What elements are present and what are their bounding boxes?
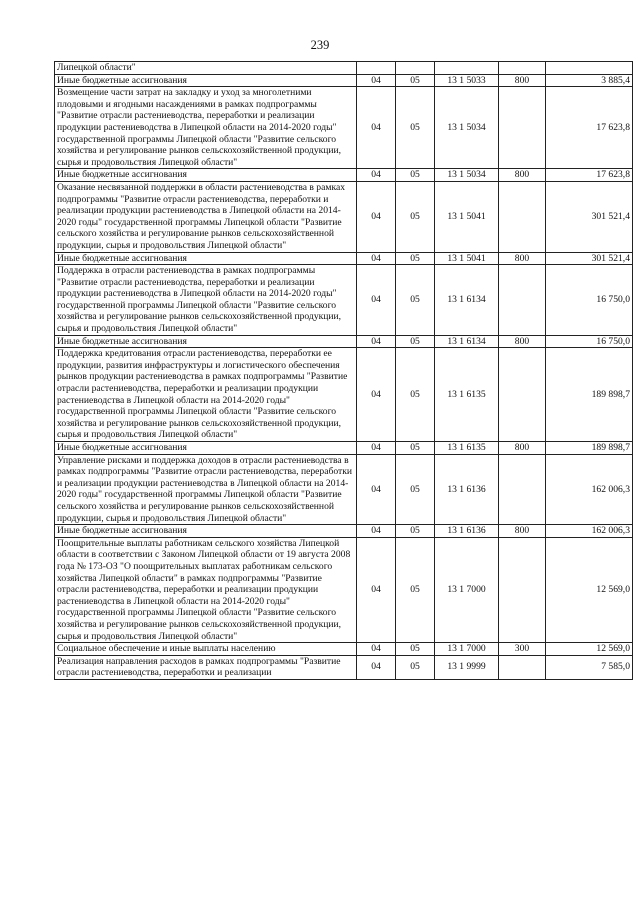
- item-name-cell: Иные бюджетные ассигнования: [55, 442, 357, 455]
- section-code-cell: 04: [357, 265, 396, 336]
- table-row: [55, 655, 633, 679]
- subsection-code-cell: 05: [396, 181, 435, 252]
- item-name-cell: Управление рисками и поддержка доходов в отрасли растениеводства в рамках подпрограммы "Развитие отрасли растениеводства, переработки и реализации продукции растениеводства в Липецкой области на 2014-2020 годы" государственной программы Липецкой области "Развитие сельского хозяйства и регулирование рынков сельскохозяйственной продукции, сырья и продовольствия Липецкой области": [55, 454, 357, 525]
- section-code-cell: 04: [357, 348, 396, 442]
- target-article-cell: 13 1 7000: [435, 537, 499, 642]
- table-row: [55, 252, 633, 265]
- section-code-cell: 04: [357, 74, 396, 87]
- item-name-cell: Иные бюджетные ассигнования: [55, 252, 357, 265]
- target-article-cell: 13 1 5041: [435, 252, 499, 265]
- amount-cell: 12 569,0: [546, 537, 633, 642]
- section-code-cell: 04: [357, 643, 396, 656]
- expense-type-cell: [499, 655, 546, 679]
- subsection-code-cell: 05: [396, 252, 435, 265]
- table-row: [55, 74, 633, 87]
- target-article-cell: 13 1 6134: [435, 265, 499, 336]
- amount-cell: 16 750,0: [546, 265, 633, 336]
- amount-cell: 301 521,4: [546, 252, 633, 265]
- subsection-code-cell: 05: [396, 442, 435, 455]
- amount-cell: 16 750,0: [546, 335, 633, 348]
- expense-type-cell: 800: [499, 169, 546, 182]
- budget-table: [54, 61, 633, 680]
- section-code-cell: 04: [357, 525, 396, 538]
- section-code-cell: 04: [357, 655, 396, 679]
- target-article-cell: 13 1 5034: [435, 87, 499, 169]
- amount-cell: 17 623,8: [546, 169, 633, 182]
- table-row: [55, 62, 633, 75]
- item-name-cell: Иные бюджетные ассигнования: [55, 525, 357, 538]
- item-name-cell: Поддержка в отрасли растениеводства в рамках подпрограммы "Развитие отрасли растениеводства, переработки и реализации продукции растениеводства в Липецкой области на 2014-2020 годы" государственной программы Липецкой области "Развитие сельского хозяйства и регулирование рынков сельскохозяйственной продукции, сырья и продовольствия Липецкой области": [55, 265, 357, 336]
- amount-cell: 189 898,7: [546, 442, 633, 455]
- target-article-cell: 13 1 5034: [435, 169, 499, 182]
- amount-cell: 7 585,0: [546, 655, 633, 679]
- expense-type-cell: [499, 181, 546, 252]
- target-article-cell: 13 1 6136: [435, 454, 499, 525]
- expense-type-cell: [499, 454, 546, 525]
- section-code-cell: 04: [357, 454, 396, 525]
- table-row: [55, 265, 633, 336]
- amount-cell: 162 006,3: [546, 454, 633, 525]
- item-name-cell: Реализация направления расходов в рамках подпрограммы "Развитие отрасли растениеводства, переработки и реализации: [55, 655, 357, 679]
- subsection-code-cell: 05: [396, 335, 435, 348]
- amount-cell: 3 885,4: [546, 74, 633, 87]
- subsection-code-cell: 05: [396, 169, 435, 182]
- budget-table-body: [55, 62, 633, 680]
- table-row: [55, 87, 633, 169]
- amount-cell: 162 006,3: [546, 525, 633, 538]
- page-number: 239: [310, 38, 330, 52]
- item-name-cell: Поддержка кредитования отрасли растениеводства, переработки ее продукции, развития инфраструктуры и логистического обеспечения рынков продукции растениеводства в рамках подпрограммы "Развитие отрасли растениеводства, переработки и реализации продукции растениеводства в Липецкой области на 2014-2020 годы" государственной программы Липецкой области "Развитие сельского хозяйства и регулирование рынков сельскохозяйственной продукции, сырья и продовольствия Липецкой области": [55, 348, 357, 442]
- target-article-cell: 13 1 6136: [435, 525, 499, 538]
- target-article-cell: 13 1 5041: [435, 181, 499, 252]
- target-article-cell: 13 1 6134: [435, 335, 499, 348]
- table-row: [55, 335, 633, 348]
- table-row: [55, 643, 633, 656]
- subsection-code-cell: 05: [396, 525, 435, 538]
- item-name-cell: Иные бюджетные ассигнования: [55, 169, 357, 182]
- table-row: [55, 525, 633, 538]
- section-code-cell: 04: [357, 169, 396, 182]
- expense-type-cell: 800: [499, 74, 546, 87]
- item-name-cell: Иные бюджетные ассигнования: [55, 74, 357, 87]
- table-row: [55, 169, 633, 182]
- expense-type-cell: [499, 348, 546, 442]
- subsection-code-cell: 05: [396, 265, 435, 336]
- target-article-cell: [435, 62, 499, 75]
- amount-cell: [546, 62, 633, 75]
- table-row: [55, 537, 633, 642]
- expense-type-cell: 800: [499, 252, 546, 265]
- subsection-code-cell: 05: [396, 74, 435, 87]
- target-article-cell: 13 1 6135: [435, 348, 499, 442]
- subsection-code-cell: 05: [396, 655, 435, 679]
- subsection-code-cell: 05: [396, 348, 435, 442]
- target-article-cell: 13 1 5033: [435, 74, 499, 87]
- amount-cell: 17 623,8: [546, 87, 633, 169]
- target-article-cell: 13 1 9999: [435, 655, 499, 679]
- expense-type-cell: 300: [499, 643, 546, 656]
- item-name-cell: Иные бюджетные ассигнования: [55, 335, 357, 348]
- expense-type-cell: 800: [499, 525, 546, 538]
- expense-type-cell: [499, 265, 546, 336]
- item-name-cell: Возмещение части затрат на закладку и уход за многолетними плодовыми и ягодными насаждениями в рамках подпрограммы "Развитие отрасли растениеводства, переработки и реализации продукции растениеводства в Липецкой области на 2014-2020 годы" государственной программы Липецкой области "Развитие сельского хозяйства и регулирование рынков сельскохозяйственной продукции, сырья и продовольствия Липецкой области": [55, 87, 357, 169]
- target-article-cell: 13 1 6135: [435, 442, 499, 455]
- expense-type-cell: [499, 62, 546, 75]
- section-code-cell: 04: [357, 537, 396, 642]
- table-row: [55, 442, 633, 455]
- table-row: [55, 454, 633, 525]
- section-code-cell: 04: [357, 87, 396, 169]
- subsection-code-cell: 05: [396, 87, 435, 169]
- item-name-cell: Липецкой области": [55, 62, 357, 75]
- section-code-cell: 04: [357, 442, 396, 455]
- expense-type-cell: 800: [499, 335, 546, 348]
- amount-cell: 189 898,7: [546, 348, 633, 442]
- section-code-cell: 04: [357, 335, 396, 348]
- expense-type-cell: [499, 537, 546, 642]
- expense-type-cell: 800: [499, 442, 546, 455]
- item-name-cell: Социальное обеспечение и иные выплаты населению: [55, 643, 357, 656]
- item-name-cell: Оказание несвязанной поддержки в области растениеводства в рамках подпрограммы "Развитие отрасли растениеводства, переработки и реализации продукции растениеводства в Липецкой области на 2014-2020 годы" государственной программы Липецкой области "Развитие сельского хозяйства и регулирование рынков сельскохозяйственной продукции, сырья и продовольствия Липецкой области": [55, 181, 357, 252]
- subsection-code-cell: [396, 62, 435, 75]
- item-name-cell: Поощрительные выплаты работникам сельского хозяйства Липецкой области в соответствии с Законом Липецкой области от 19 августа 2008 года № 173-ОЗ "О поощрительных выплатах работникам сельского хозяйства Липецкой области" в рамках подпрограммы "Развитие отрасли растениеводства, переработки и реализации продукции растениеводства в Липецкой области на 2014-2020 годы" государственной программы Липецкой области "Развитие сельского хозяйства и регулирование рынков сельскохозяйственной продукции, сырья и продовольствия Липецкой области": [55, 537, 357, 642]
- section-code-cell: 04: [357, 252, 396, 265]
- section-code-cell: 04: [357, 181, 396, 252]
- amount-cell: 301 521,4: [546, 181, 633, 252]
- section-code-cell: [357, 62, 396, 75]
- subsection-code-cell: 05: [396, 454, 435, 525]
- target-article-cell: 13 1 7000: [435, 643, 499, 656]
- table-row: [55, 348, 633, 442]
- subsection-code-cell: 05: [396, 643, 435, 656]
- amount-cell: 12 569,0: [546, 643, 633, 656]
- subsection-code-cell: 05: [396, 537, 435, 642]
- table-row: [55, 181, 633, 252]
- expense-type-cell: [499, 87, 546, 169]
